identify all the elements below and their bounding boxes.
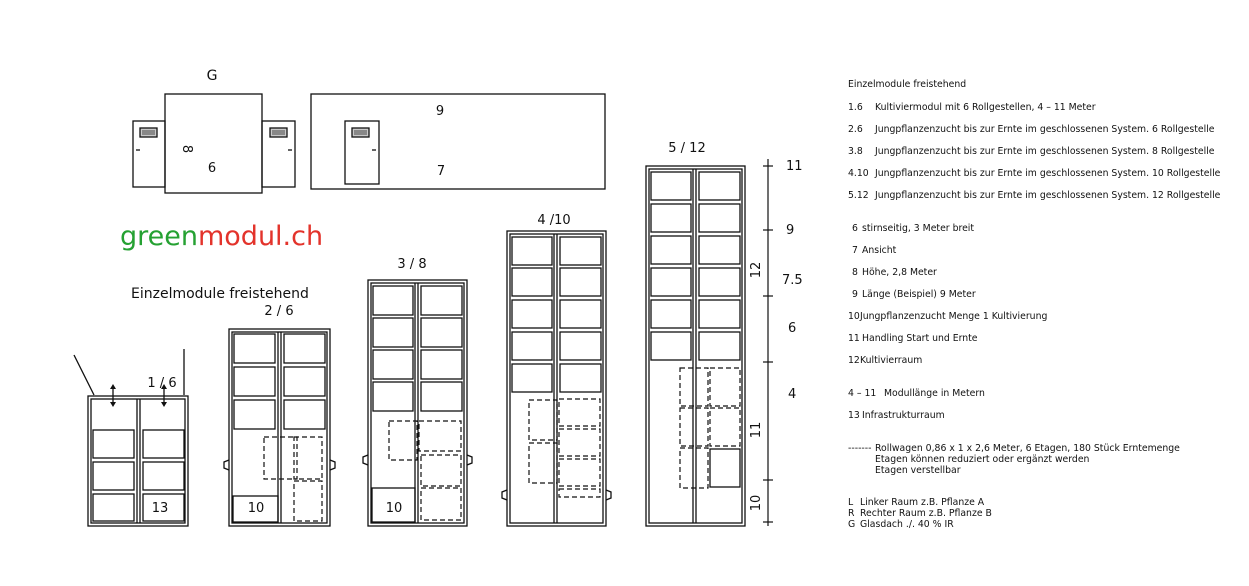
rollwagen-line: Etagen können reduziert oder ergänzt werden [875,454,1090,465]
legend-item [848,388,985,400]
legend-num: 13 [848,410,860,421]
legend-text: Jungpflanzenzucht bis zur Ernte im geschlossenen System. 6 Rollgestelle [875,124,1215,135]
abbrev-key: R [848,508,855,519]
module-3-8 [363,280,472,526]
dash-marker: ------- [848,443,872,454]
legend-item [848,190,1221,202]
legend-num: 6 [852,223,858,234]
scale-label: 7.5 [782,273,803,288]
legend-item [848,355,923,367]
dimension-scale [763,159,773,526]
legend-num: 4 – 11 [848,388,877,399]
rollwagen-dashed [264,437,322,521]
module-bottom-label: 10 [385,501,403,516]
legend-num: 2.6 [848,124,863,135]
legend-text: stirnseitig, 3 Meter breit [862,223,975,234]
legend-item [848,102,1096,114]
legend-num: 12 [848,355,860,366]
logo-green-part: green [120,221,198,252]
module-bottom-label: 10 [247,501,265,516]
abbrev-key: L [848,497,854,508]
side-view-block [311,94,605,189]
legend-text: Jungpflanzenzucht bis zur Ernte im geschlossenen System. 12 Rollgestelle [875,190,1221,201]
legend-text: Kultivierraum [860,355,923,366]
abbrev-text: Linker Raum z.B. Pflanze A [860,497,985,508]
legend-text: Jungpflanzenzucht bis zur Ernte im geschlossenen System. 10 Rollgestelle [875,168,1221,179]
module-label: 4 /10 [537,213,571,228]
legend-text: Jungpflanzenzucht bis zur Ernte im geschlossenen System. 8 Rollgestelle [875,146,1215,157]
abbrev-text: Glasdach ./. 40 % IR [860,519,954,530]
main-block [165,94,262,193]
label-8: 8 [179,144,194,154]
module-5-12 [646,166,745,526]
scale-label: 6 [788,321,797,336]
legend-item [848,289,976,301]
rollwagen-dashed [529,399,600,497]
legend-item [848,311,1048,323]
legend-item [848,223,975,235]
legend-item [848,146,1215,158]
module-label: 3 / 8 [397,257,427,272]
diagram-heading: Einzelmodule freistehend [131,286,309,302]
module-2-6 [224,329,335,526]
module-label: 2 / 6 [264,304,294,319]
rollwagen-line: Rollwagen 0,86 x 1 x 2,6 Meter, 6 Etagen, 180 Stück Erntemenge [875,443,1180,454]
top-view-left [133,94,295,193]
scale-label: 9 [786,223,795,238]
legend-item [848,267,937,279]
legend-num: 5.12 [848,190,869,201]
scale-label: 4 [788,387,797,402]
legend-num: 3.8 [848,146,863,157]
legend-num: 7 [852,245,858,256]
legend-item [848,333,978,345]
module-label: 5 / 12 [668,141,706,156]
top-view-right [311,94,605,189]
rollwagen-note [848,443,1180,455]
legend-item [848,168,1221,180]
legend-text: Jungpflanzenzucht Menge 1 Kultivierung [860,311,1048,322]
label-6: 6 [207,161,217,176]
logo [120,221,323,252]
legend-text: Handling Start und Ernte [862,333,978,344]
legend-num: 11 [848,333,860,344]
abbrev-text: Rechter Raum z.B. Pflanze B [860,508,992,519]
legend-item [848,245,897,257]
label-9: 9 [435,104,445,119]
module-label: 1 / 6 [147,376,177,391]
scale-label-vertical: 12 [749,261,764,279]
scale-label: 11 [786,159,803,174]
legend-num: 9 [852,289,858,300]
legend-text: Kultiviermodul mit 6 Rollgestellen, 4 – 11 Meter [875,102,1096,113]
legend-text: Modullänge in Metern [884,388,985,399]
legend-num: 8 [852,267,858,278]
legend-title: Einzelmodule freistehend [848,79,967,90]
g-label: G [206,68,218,84]
legend-num: 1.6 [848,102,863,113]
legend-num: 4.10 [848,168,869,179]
legend-text: Ansicht [862,245,897,256]
logo-red-part: modul.ch [197,221,324,252]
legend-num: 10 [848,311,860,322]
legend-item [848,124,1215,136]
module-bottom-label: 13 [151,501,169,516]
legend-text: Länge (Beispiel) 9 Meter [862,289,976,300]
abbrev-item [848,519,954,531]
legend-text: Höhe, 2,8 Meter [862,267,937,278]
legend-text: Infrastrukturraum [862,410,945,421]
abbrev-key: G [848,519,856,530]
label-7: 7 [436,164,446,179]
legend-item [848,410,945,422]
scale-label-vertical: 11 [749,421,764,439]
scale-label-vertical: 10 [749,494,764,512]
rollwagen-line: Etagen verstellbar [875,465,961,476]
